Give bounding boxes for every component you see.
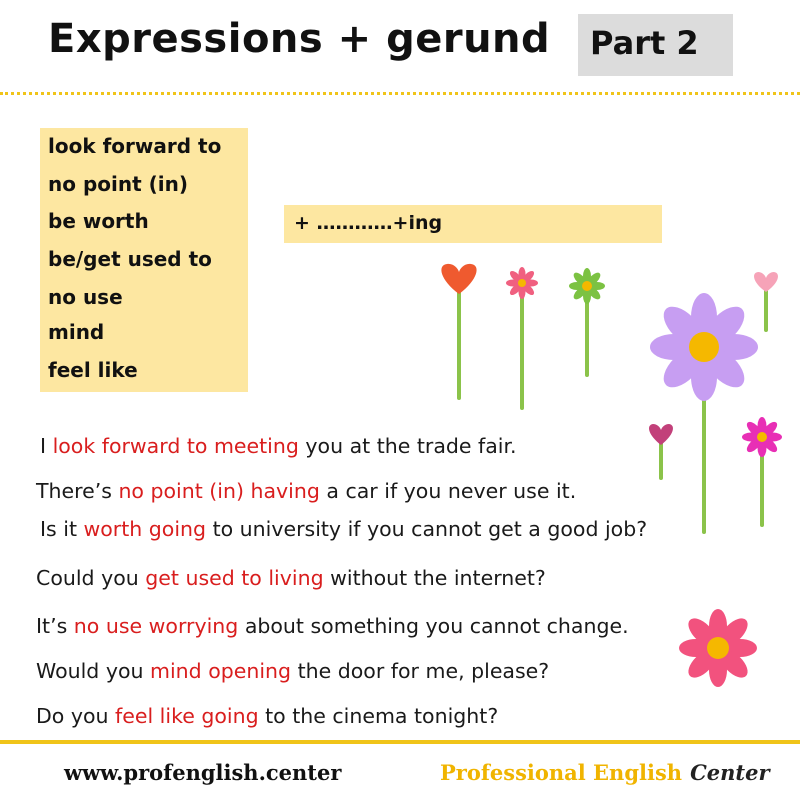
example-sentence: Do you feel like going to the cinema tonight?: [36, 704, 499, 728]
part-badge: [578, 14, 733, 76]
expression-item: feel like: [48, 358, 138, 382]
expressions-box: [40, 128, 248, 392]
example-sentence: Is it worth going to university if you cannot get a good job?: [40, 517, 648, 541]
daisy-icon: [679, 609, 757, 687]
daisy-icon: [742, 417, 782, 457]
example-sentence: There’s no point (in) having a car if you never use it.: [36, 479, 577, 503]
example-sentence: I look forward to meeting you at the trade fair.: [40, 434, 517, 458]
website-url[interactable]: www.profenglish.center: [64, 760, 342, 785]
dotted-divider: [0, 92, 800, 95]
expression-item: no point (in): [48, 172, 188, 196]
example-sentence: Would you mind opening the door for me, please?: [36, 659, 550, 683]
daisy-icon: [569, 268, 605, 304]
expression-item: be worth: [48, 209, 149, 233]
pattern-box: [284, 205, 662, 243]
heart-flower-icon: [754, 272, 778, 292]
pattern-text: + …………+ing: [294, 212, 443, 234]
page-title: Expressions + gerund: [48, 16, 551, 62]
gerund-highlight: no point (in) having: [118, 479, 320, 503]
footer-divider: [0, 740, 800, 744]
gerund-highlight: look forward to meeting: [52, 434, 299, 458]
expression-item: no use: [48, 285, 123, 309]
heart-flower-icon: [441, 264, 476, 294]
gerund-highlight: get used to living: [145, 566, 324, 590]
gerund-highlight: mind opening: [150, 659, 292, 683]
expression-item: mind: [48, 320, 105, 344]
brand-name: Professional English: [440, 760, 683, 785]
expression-item: look forward to: [48, 134, 222, 158]
example-sentence: Could you get used to living without the internet?: [36, 566, 546, 590]
part-label: Part 2: [590, 24, 699, 62]
example-sentence: It’s no use worrying about something you cannot change.: [36, 614, 629, 638]
gerund-highlight: worth going: [83, 517, 207, 541]
heart-flower-icon: [649, 424, 673, 445]
daisy-icon: [506, 267, 538, 299]
brand-logo: [440, 760, 770, 785]
expression-item: be/get used to: [48, 247, 212, 271]
gerund-highlight: no use worrying: [73, 614, 239, 638]
daisy-icon: [650, 293, 758, 401]
brand-script: Center: [690, 760, 770, 785]
gerund-highlight: feel like going: [115, 704, 259, 728]
